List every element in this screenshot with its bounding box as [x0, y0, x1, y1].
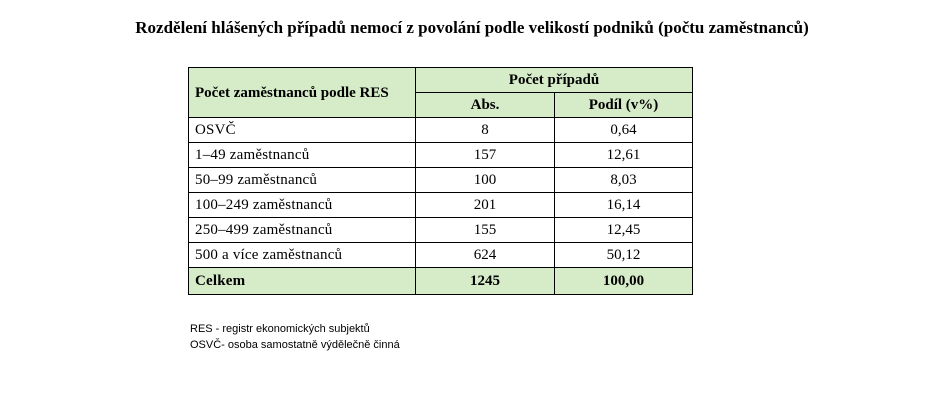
row-share: 16,14 [555, 193, 693, 218]
row-abs: 157 [416, 143, 555, 168]
table-row [189, 118, 693, 143]
cases-table [188, 67, 693, 295]
header-row-label: Počet zaměstnanců podle RES [189, 68, 416, 118]
row-abs: 624 [416, 243, 555, 268]
table-header-row [189, 68, 693, 93]
page-title: Rozdělení hlášených případů nemocí z povolání podle velikostí podniků (počtu zaměstnanců) [135, 18, 809, 37]
row-abs: 100 [416, 168, 555, 193]
table-row [189, 193, 693, 218]
table-row [189, 243, 693, 268]
row-share: 0,64 [555, 118, 693, 143]
row-share: 50,12 [555, 243, 693, 268]
row-label: OSVČ [189, 118, 416, 143]
total-share: 100,00 [555, 268, 693, 295]
row-label: 50–99 zaměstnanců [189, 168, 416, 193]
row-abs: 201 [416, 193, 555, 218]
row-share: 12,61 [555, 143, 693, 168]
table-row [189, 218, 693, 243]
footnote-osvc: OSVČ- osoba samostatně výdělečně činná [190, 339, 400, 351]
total-label: Celkem [189, 268, 416, 295]
row-share: 8,03 [555, 168, 693, 193]
footnote-res: RES - registr ekonomických subjektů [190, 323, 370, 335]
row-abs: 155 [416, 218, 555, 243]
row-label: 500 a více zaměstnanců [189, 243, 416, 268]
row-label: 1–49 zaměstnanců [189, 143, 416, 168]
header-share: Podíl (v%) [555, 93, 693, 118]
header-abs: Abs. [416, 93, 555, 118]
total-abs: 1245 [416, 268, 555, 295]
table-total-row [189, 268, 693, 295]
header-group-label: Počet případů [416, 68, 693, 93]
row-abs: 8 [416, 118, 555, 143]
row-label: 100–249 zaměstnanců [189, 193, 416, 218]
table-row [189, 143, 693, 168]
table-row [189, 168, 693, 193]
row-label: 250–499 zaměstnanců [189, 218, 416, 243]
footnotes [190, 321, 400, 353]
row-share: 12,45 [555, 218, 693, 243]
